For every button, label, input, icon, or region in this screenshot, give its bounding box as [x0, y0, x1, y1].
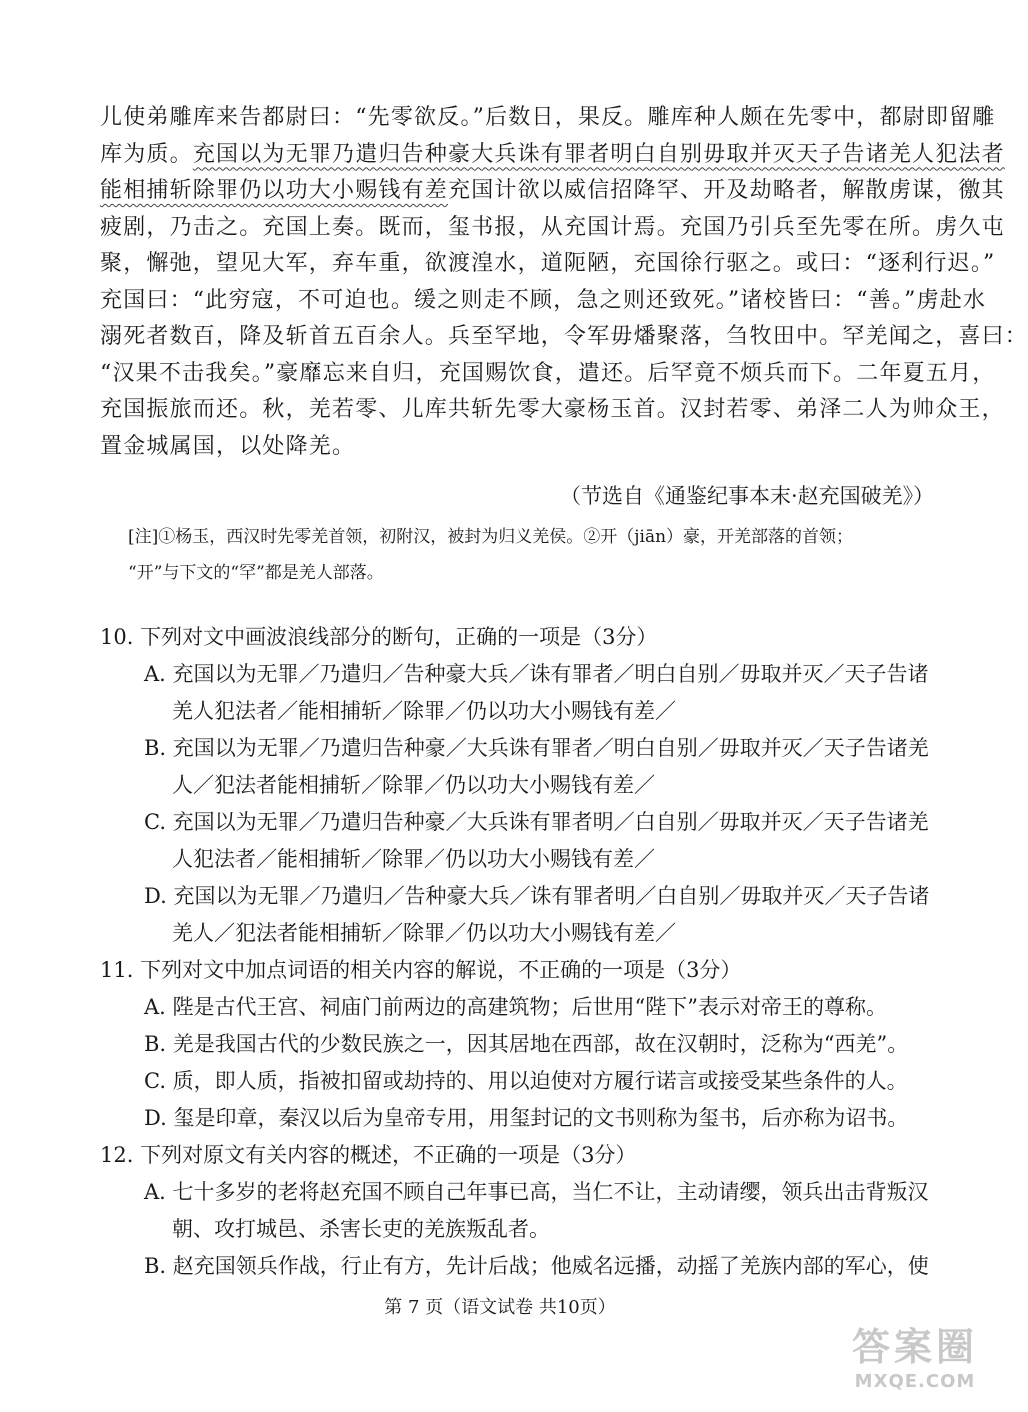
passage-line: 聚，懈弛，望见大军，弃车重，欲渡湟水，道阨陋，充国徐行驱之。或曰：“逐利行迟。” [100, 251, 996, 276]
option-c-continued: 人犯法者／能相捕斩／除罪／仍以功大小赐钱有差／ [172, 847, 655, 871]
passage-source: （节选自《通鉴纪事本末·赵充国破羌》） [560, 484, 935, 508]
option-b: B. 羌是我国古代的少数民族之一，因其居地在西部，故在汉朝时，泛称为“西羌”。 [144, 1032, 909, 1056]
note-line: [注]①杨玉，西汉时先零羌首领，初附汉，被封为归义羌侯。②开（jiān）豪，开羌部落的首领； [128, 527, 854, 547]
option-a-continued: 朝、攻打城邑、杀害长吏的羌族叛乱者。 [172, 1217, 550, 1241]
passage-line: 疲剧，乃击之。充国上奏。既而，玺书报，从充国计焉。充国乃引兵至先零在所。虏久屯 [100, 214, 1005, 240]
option-a: A. 陛是古代王宫、祠庙门前两边的高建筑物；后世用“陛下”表示对帝王的尊称。 [144, 995, 887, 1019]
passage-line: 充国曰：“此穷寇，不可迫也。缓之则走不顾，急之则还致死。”诸校皆曰：“善。”虏赴水 [100, 287, 987, 313]
option-c: C. 质，即人质，指被扣留或劫持的、用以迫使对方履行诺言或接受某些条件的人。 [144, 1069, 908, 1093]
site-watermark-logo [852, 1316, 978, 1392]
question-12 [100, 1137, 929, 1285]
passage-line [100, 137, 1005, 174]
question-stem: 11. 下列对文中加点词语的相关内容的解说，不正确的一项是（3分） [100, 958, 742, 982]
option-a: A. 充国以为无罪／乃遣归／告种豪大兵／诛有罪者／明白自别／毋取并灭／天子告诸 [144, 662, 929, 686]
wavy-underlined-text: 能相捕斩除罪仍以功大小赐钱有差 [100, 178, 449, 203]
passage-line: 溺死者数百，降及斩首五百余人。兵至罕地，令军毋燔聚落，刍牧田中。罕羌闻之，喜曰： [100, 324, 1028, 349]
passage-line [100, 173, 1005, 210]
option-a-continued: 羌人犯法者／能相捕斩／除罪／仍以功大小赐钱有差／ [172, 699, 676, 723]
question-stem: 12. 下列对原文有关内容的概述，不正确的一项是（3分） [100, 1143, 637, 1167]
passage-line: 置金城属国，以处降羌。 [100, 433, 356, 459]
watermark-url: MXQE.COM [854, 1371, 976, 1392]
annotation-note [128, 519, 918, 591]
passage-line-text: 充国计欲以威信招降罕、开及劫略者，解散虏谋，徼其 [448, 178, 1005, 203]
question-10 [100, 619, 930, 952]
option-d: D. 玺是印章，秦汉以后为皇帝专用，用玺封记的文书则称为玺书，后亦称为诏书。 [144, 1106, 909, 1130]
passage-line: 充国振旅而还。秋，羌若零、儿库共斩先零大豪杨玉首。汉封若零、弟泽二人为帅众王， [100, 397, 1005, 422]
note-line: “开”与下文的“罕”都是羌人部落。 [128, 563, 384, 583]
option-b: B. 赵充国领兵作战，行止有方，先计后战；他威名远播，动摇了羌族内部的军心，使 [144, 1254, 929, 1278]
passage-line: “汉果不击我矣。”豪靡忘来自归，充国赐饮食，遣还。后罕竟不烦兵而下。二年夏五月， [100, 360, 996, 386]
passage-line: 儿使弟雕库来告都尉曰：“先零欲反。”后数日，果反。雕库种人颇在先零中，都尉即留雕 [100, 105, 996, 130]
watermark-text: 答案圈 [851, 1325, 978, 1369]
option-b-continued: 人／犯法者能相捕斩／除罪／仍以功大小赐钱有差／ [172, 773, 655, 797]
question-11 [100, 952, 920, 1137]
passage-line-text: 库为质。 [100, 141, 193, 167]
passage [100, 100, 1028, 465]
option-d-continued: 羌人／犯法者能相捕斩／除罪／仍以功大小赐钱有差／ [172, 921, 676, 945]
option-d: D. 充国以为无罪／乃遣归／告种豪大兵／诛有罪者明／白自别／毋取并灭／天子告诸 [144, 884, 930, 908]
option-a: A. 七十多岁的老将赵充国不顾自己年事已高，当仁不让，主动请缨，领兵出击背叛汉 [144, 1180, 929, 1204]
page-footer: 第 7 页（语文试卷 共10页） [384, 1297, 616, 1318]
question-stem: 10. 下列对文中画波浪线部分的断句，正确的一项是（3分） [100, 625, 658, 649]
wavy-underlined-text: 充国以为无罪乃遣归告种豪大兵诛有罪者明白自别毋取并灭天子告诸羌人犯法者 [192, 141, 1005, 167]
option-b: B. 充国以为无罪／乃遣归告种豪／大兵诛有罪者／明白自别／毋取并灭／天子告诸羌 [144, 736, 929, 760]
option-c: C. 充国以为无罪／乃遣归告种豪／大兵诛有罪者明／白自别／毋取并灭／天子告诸羌 [144, 810, 929, 834]
